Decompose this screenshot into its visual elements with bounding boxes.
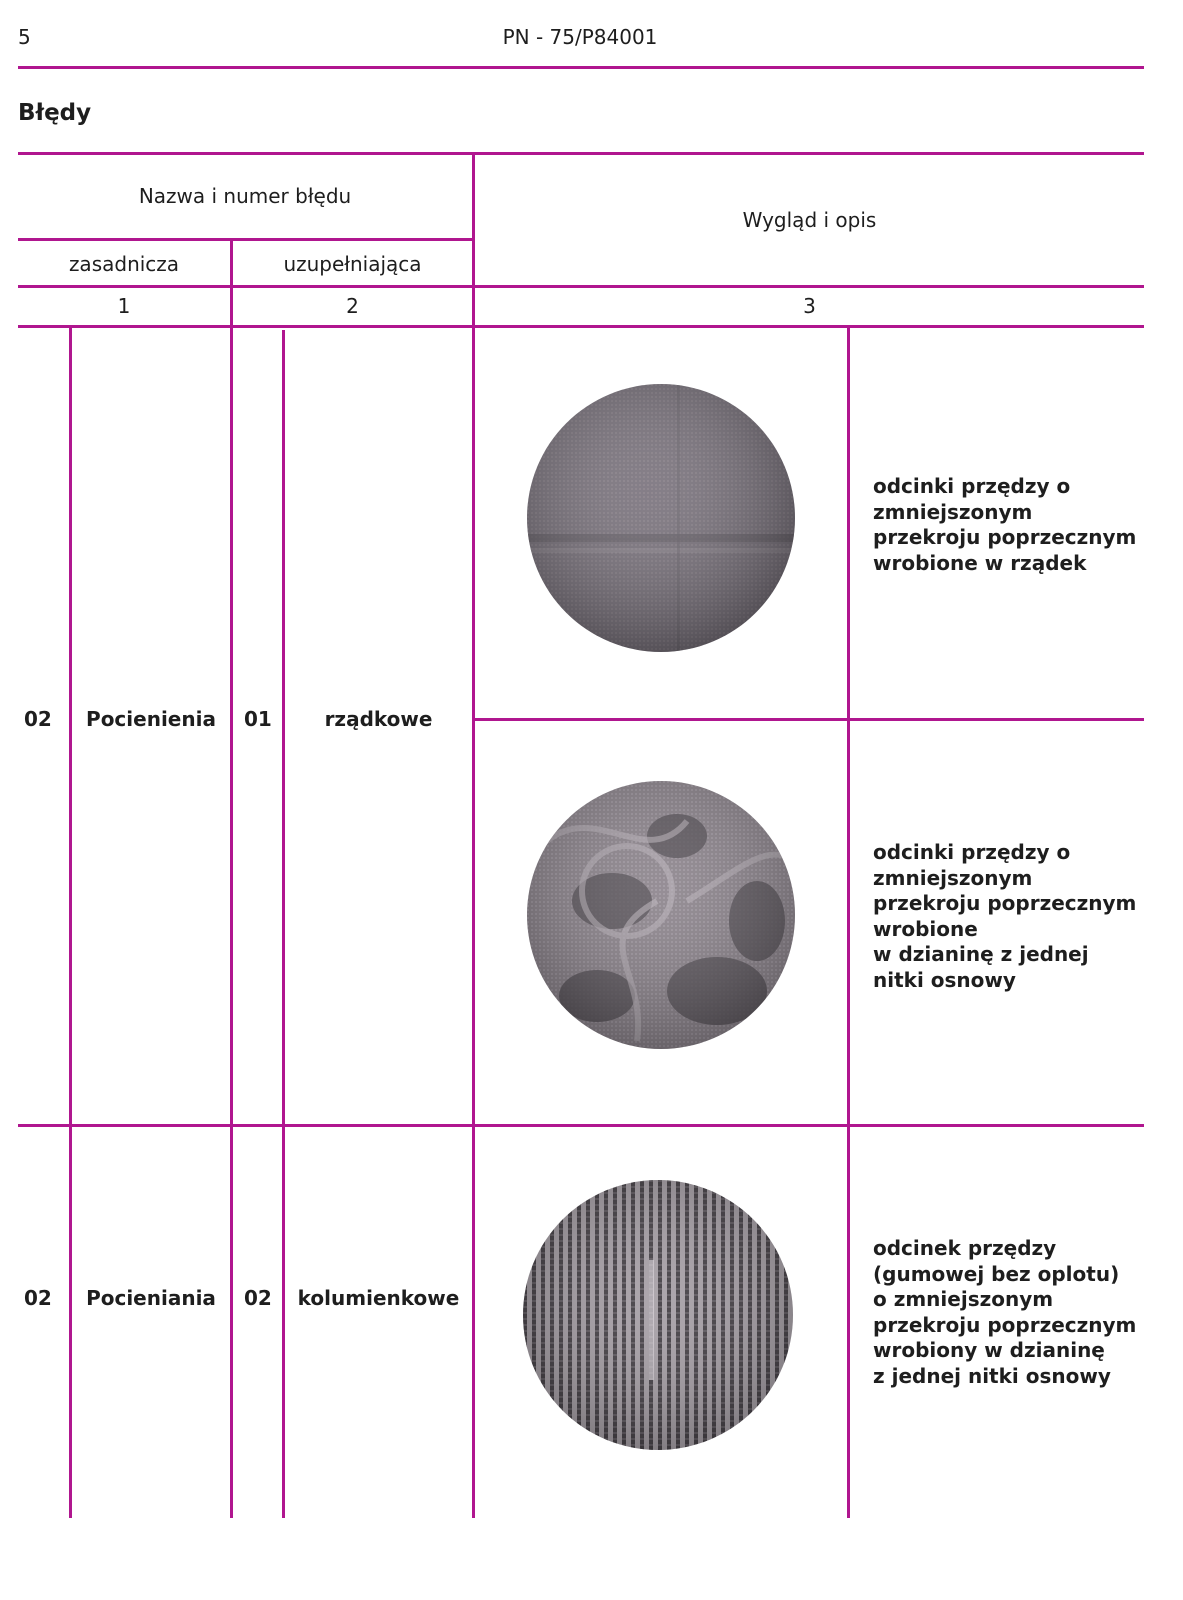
fabric-sample-image-1 — [527, 384, 795, 652]
row1-basic-name: Pocienienia — [86, 707, 216, 731]
column-number-rule — [18, 325, 1144, 328]
column-rule-basic — [230, 238, 233, 1518]
row1-supp-number: 01 — [244, 707, 272, 731]
row2-supp-number: 02 — [244, 1286, 272, 1310]
column-rule-supp-number — [282, 330, 285, 1518]
header-basic: zasadnicza — [68, 252, 180, 276]
row1-supp-name: rządkowe — [324, 707, 433, 731]
column-rule-main — [472, 152, 475, 1518]
column-number-2: 2 — [346, 294, 359, 318]
row2-basic-name: Pocieniania — [86, 1286, 216, 1310]
row-divider-rule — [18, 1124, 1144, 1127]
header-name-and-number: Nazwa i numer błędu — [138, 184, 352, 208]
row2-supp-name: kolumienkowe — [297, 1286, 460, 1310]
column-number-3: 3 — [803, 294, 816, 318]
column-rule-description — [847, 325, 850, 1518]
row1-basic-number: 02 — [24, 707, 52, 731]
page-number: 5 — [18, 25, 31, 49]
row2-basic-number: 02 — [24, 1286, 52, 1310]
fabric-sample-image-2 — [527, 781, 795, 1049]
fabric-sample-image-3 — [523, 1180, 793, 1450]
table-top-rule — [18, 152, 1144, 155]
row1-sample1-description: odcinki przędzy o zmniejszonym przekroju poprzecznym wrobione w rządek — [873, 474, 1137, 575]
row2-sample1-description: odcinek przędzy (gumowej bez oplotu) o zmniejszonym przekroju poprzecznym wrobiony w dzianinę z jednej nitki osnowy — [873, 1236, 1137, 1388]
column-number-1: 1 — [117, 294, 131, 318]
header-supplementary: uzupełniająca — [283, 252, 422, 276]
header-bottom-rule — [18, 285, 1144, 288]
column-rule-basic-number — [69, 325, 72, 1518]
header-split-rule — [18, 238, 474, 241]
standard-id: PN - 75/P84001 — [502, 25, 658, 49]
header-appearance-description: Wygląd i opis — [742, 208, 877, 232]
sample-divider-rule — [472, 718, 1144, 721]
row1-sample2-description: odcinki przędzy o zmniejszonym przekroju poprzecznym wrobione w dzianinę z jednej nitki osnowy — [873, 840, 1137, 992]
header-rule — [18, 66, 1144, 69]
section-title: Błędy — [18, 100, 92, 126]
